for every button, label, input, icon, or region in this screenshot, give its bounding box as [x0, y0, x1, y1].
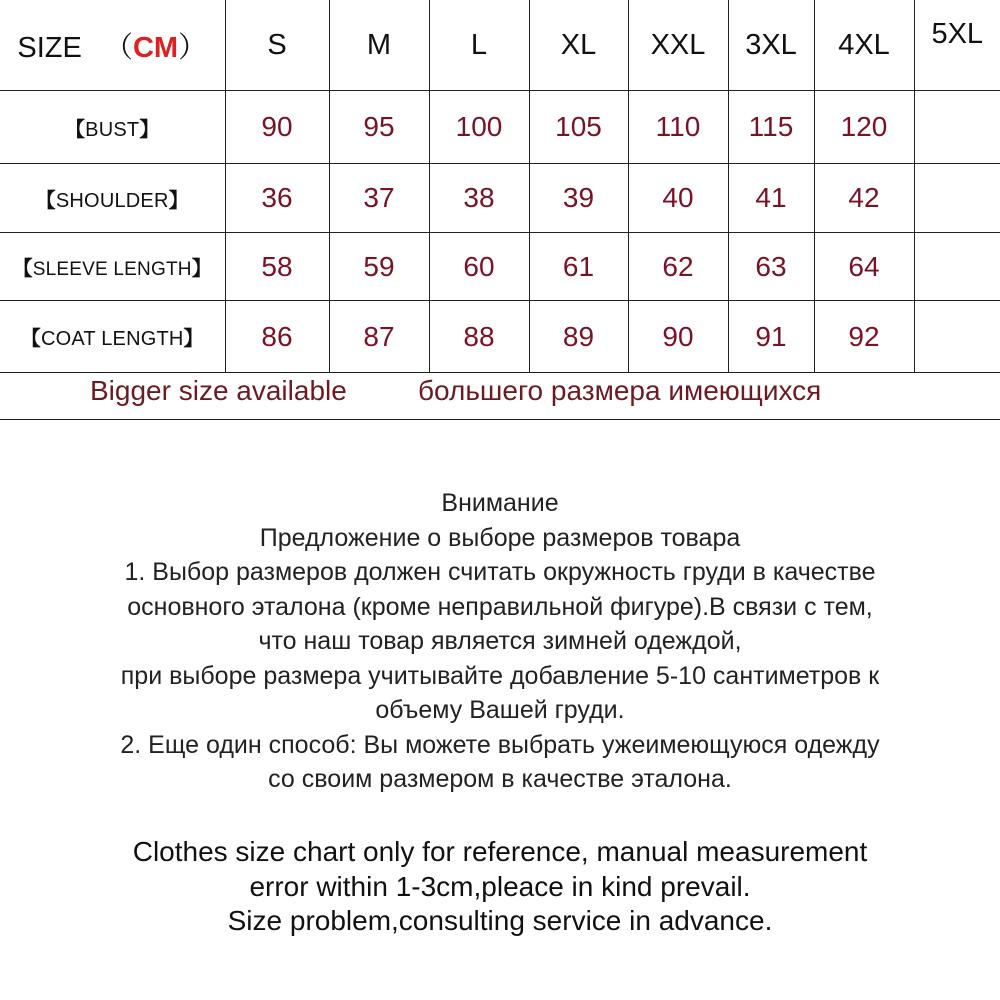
table-cell: 91: [728, 301, 814, 373]
table-cell: [914, 164, 1000, 233]
notes-line: объему Вашей груди.: [375, 696, 625, 724]
header-row: [0, 0, 1000, 91]
unit-open: （: [103, 31, 133, 64]
size-header-5xl: 5XL: [914, 0, 1000, 91]
table-cell: 120: [814, 91, 914, 164]
table-cell: 41: [728, 164, 814, 233]
notes-en-line: Clothes size chart only for reference, manual measurement: [132, 836, 868, 867]
availability-note: [0, 355, 1000, 420]
table-cell: 90: [628, 301, 728, 373]
table-cell: 38: [429, 164, 529, 233]
table-row: [0, 164, 1000, 233]
table-cell: 40: [628, 164, 728, 233]
size-advice-ru: [0, 486, 1000, 797]
table-cell: 105: [529, 91, 628, 164]
table-cell: 92: [814, 301, 914, 373]
table-row: [0, 91, 1000, 164]
size-header-3xl: 3XL: [728, 0, 814, 91]
size-chart-table: [0, 0, 1000, 373]
row-label-shoulder: 【SHOULDER】: [0, 164, 225, 233]
notes-line: 2. Еще один способ: Вы можете выбрать ужеимеющуюся одежду: [120, 730, 880, 759]
table-cell: 42: [814, 164, 914, 233]
row-label-coat-length: 【COAT LENGTH】: [0, 301, 225, 373]
table-cell: 60: [429, 233, 529, 301]
table-cell: 37: [329, 164, 429, 233]
table-cell: 95: [329, 91, 429, 164]
availability-ru: большего размера имеющихся: [418, 375, 822, 406]
table-cell: 90: [225, 91, 329, 164]
table-cell: 87: [329, 301, 429, 373]
row-label-sleeve-length: 【SLEEVE LENGTH】: [0, 233, 225, 301]
notes-line: при выборе размера учитывайте добавление 5-10 сантиметров к: [120, 661, 880, 690]
size-header-m: M: [329, 0, 429, 91]
table-cell: 39: [529, 164, 628, 233]
notes-en-line: error within 1-3cm,pleace in kind prevail.: [249, 870, 751, 902]
size-unit-header: [0, 0, 225, 91]
size-header-xl: XL: [529, 0, 628, 91]
table-cell: 115: [728, 91, 814, 164]
unit-label: CM: [132, 31, 179, 64]
table-cell: 36: [225, 164, 329, 233]
unit-close: ）: [178, 31, 208, 64]
table-cell: 89: [529, 301, 628, 373]
notes-line: основного эталона (кроме неправильной фигуре).В связи с тем,: [127, 592, 873, 621]
availability-en: Bigger size available: [90, 375, 347, 406]
size-header-l: L: [429, 0, 529, 91]
notes-en-line: Size problem,consulting service in advance.: [227, 905, 773, 936]
table-cell: 88: [429, 301, 529, 373]
notes-line: что наш товар является зимней одеждой,: [258, 627, 742, 655]
notes-subheading: Предложение о выборе размеров товара: [259, 523, 741, 552]
table-cell: 59: [329, 233, 429, 301]
table-cell: 63: [728, 233, 814, 301]
notes-heading: Внимание: [441, 489, 559, 517]
table-row: [0, 233, 1000, 301]
row-label-bust: 【BUST】: [0, 91, 225, 164]
table-cell: 61: [529, 233, 628, 301]
table-cell: [914, 233, 1000, 301]
table-cell: 58: [225, 233, 329, 301]
size-header-4xl: 4XL: [814, 0, 914, 91]
size-label: SIZE: [17, 31, 82, 64]
size-header-s: S: [225, 0, 329, 91]
table-cell: 86: [225, 301, 329, 373]
table-cell: 64: [814, 233, 914, 301]
table-cell: 110: [628, 91, 728, 164]
table-cell: 100: [429, 91, 529, 164]
size-header-xxl: XXL: [628, 0, 728, 91]
notes-line: 1. Выбор размеров должен считать окружность груди в качестве: [124, 558, 876, 586]
size-advice-en: [0, 835, 1000, 939]
notes-line: со своим размером в качестве эталона.: [268, 765, 732, 793]
table-cell: [914, 91, 1000, 164]
table-cell: 62: [628, 233, 728, 301]
